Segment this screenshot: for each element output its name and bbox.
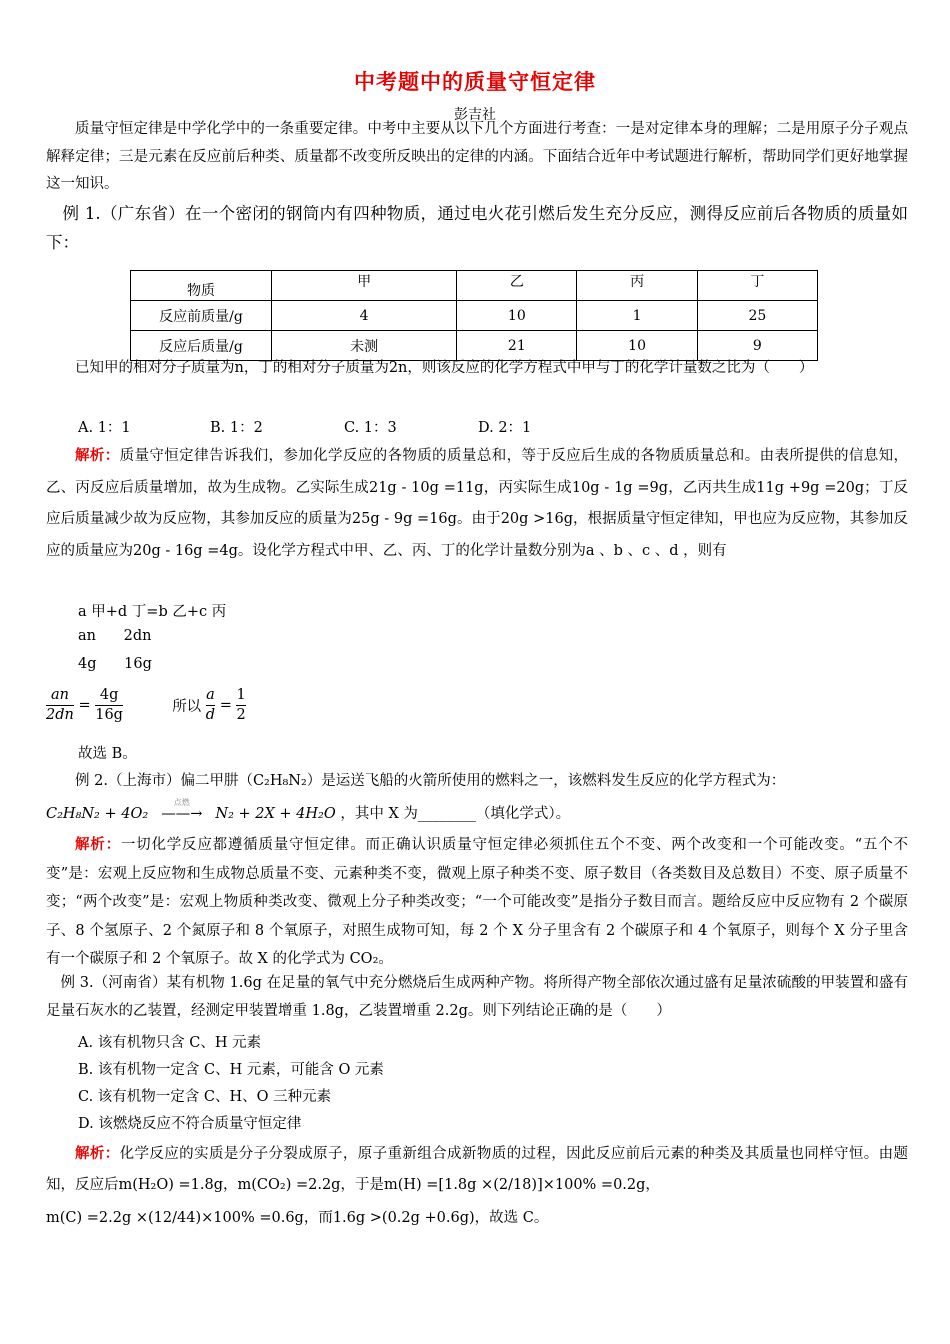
table-cell: 9 (697, 331, 817, 361)
intro-paragraph: 质量守恒定律是中学化学中的一条重要定律。中考中主要从以下几个方面进行考查：一是对定律本身的理解；二是用原子分子观点解释定律；三是元素在反应前后种类、质量都不改变所反映出的定律的内涵。下面结合近年中考试题进行解析，帮助同学们更好地掌握这一知识。 (46, 121, 908, 192)
example-1-stem: 例 1.（广东省）在一个密闭的钢筒内有四种物质，通过电火花引燃后发生充分反应，测得反应前后各物质的质量如下： (46, 204, 908, 252)
example-1-analysis (46, 440, 908, 567)
example-3-stem: 例 3.（河南省）某有机物 1.6g 在足量的氧气中充分燃烧后生成两种产物。将所得产物全部依次通过盛有足量浓硫酸的甲装置和盛有足量石灰水的乙装置，经测定甲装置增重 1.8g，乙装置增重 2.2g。则下列结论正确的是（ ） (46, 975, 908, 1019)
equation-value-line: 4g 16g (78, 656, 152, 672)
table-cell: 未测 (272, 331, 457, 361)
analysis-text: 一切化学反应都遵循质量守恒定律。而正确认识质量守恒定律必须抓住五个不变、两个改变和一个可能改变。“五个不变”是：宏观上反应物和生成物总质量不变、元素种类不变，微观上原子种类不变、原子数目（各类数目及总数目）不变、原子质量不变；“两个改变”是：宏观上物质种类改变、微观上分子种类改变；“一个可能改变”是指分子数目而言。题给反应中反应物有 2 个碳原子、8 个氢原子、2 个氮原子和 8 个氧原子，对照生成物可知，每 2 个 X 分子里含有 2 个碳原子和 4 个氧原子，则每个 X 分子里含有一个碳原子和 2 个氧原子。故 X 的化学式为 CO₂。 (46, 837, 908, 967)
equation-line: a 甲+d 丁=b 乙+c 丙 (78, 604, 227, 620)
fraction: $\frac{an}{2dn}$ (46, 687, 74, 723)
table-cell: 反应后质量/g (131, 331, 272, 361)
table-row (131, 301, 818, 331)
table-cell: 21 (457, 331, 577, 361)
author: 彭吉社 (454, 107, 496, 123)
page-title: 中考题中的质量守恒定律 (354, 70, 596, 94)
mass-table (130, 270, 818, 361)
table-header-cell: 甲 (272, 271, 457, 301)
option-c: C. 1：3 (344, 420, 397, 436)
table-cell: 25 (697, 301, 817, 331)
analysis-text: 化学反应的实质是分子分裂成原子，原子重新组合成新物质的过程，因此反应前后元素的种类及其质量也同样守恒。由题知，反应后m(H₂O) =1.8g，m(CO₂) =2.2g，于是m(H) =[1.8g ×(2/18)]×100% =0.2g， (46, 1146, 909, 1193)
table-header-row (131, 271, 818, 301)
example-3-analysis (46, 1138, 908, 1201)
analysis-label: 解析： (75, 1145, 120, 1162)
table-cell: 10 (577, 331, 697, 361)
table-header-cell: 物质 (131, 271, 272, 301)
example-1-conclusion: 故选 B。 (78, 746, 137, 762)
table-cell: 反应前质量/g (131, 301, 272, 331)
table-header-cell: 丁 (697, 271, 817, 301)
chemical-equation: C₂H₈N₂ + 4O₂ 点燃 ——→ N₂ + 2X + 4H₂O ，其中 X 为________（填化学式）。 (46, 798, 571, 822)
option-c: C. 该有机物一定含 C、H、O 三种元素 (78, 1089, 332, 1105)
table-cell: 4 (272, 301, 457, 331)
analysis-label: 解析： (75, 447, 120, 464)
fraction: $\frac{a}{d}$ (205, 687, 216, 723)
option-b: B. 1：2 (210, 420, 263, 436)
option-a: A. 1：1 (78, 420, 131, 436)
example-3-analysis-end: m(C) =2.2g ×(12/44)×100% =0.6g，而1.6g >(0.2g +0.6g)，故选 C。 (46, 1210, 549, 1226)
option-d: D. 该燃烧反应不符合质量守恒定律 (78, 1116, 302, 1132)
so-label: 所以 (172, 699, 202, 715)
table-cell: 10 (457, 301, 577, 331)
ratio-equation: $\frac{an}{2dn}$ = $\frac{4g}{16g}$ 所以 $\frac{a}{d}$ = $\frac{1}{2}$ (46, 687, 246, 723)
analysis-label: 解析： (75, 836, 121, 853)
example-2-analysis (46, 831, 908, 974)
reaction-arrow: 点燃 ——→ (161, 798, 203, 822)
table-cell: 1 (577, 301, 697, 331)
example-2-stem: 例 2.（上海市）偏二甲肼（C₂H₈N₂）是运送飞船的火箭所使用的燃料之一，该燃料发生反应的化学方程式为： (75, 773, 786, 789)
table-header-cell: 丙 (577, 271, 697, 301)
fraction: $\frac{4g}{16g}$ (95, 687, 123, 723)
option-a: A. 该有机物只含 C、H 元素 (78, 1035, 262, 1051)
table-header-cell: 乙 (457, 271, 577, 301)
equation-mass-line: an 2dn (78, 628, 152, 644)
analysis-text: 质量守恒定律告诉我们，参加化学反应的各物质的质量总和，等于反应后生成的各物质质量总和。由表所提供的信息知，乙、丙反应后质量增加，故为生成物。乙实际生成21g - 10g =11g，丙实际生成10g - 1g =9g，乙丙共生成11g +9g =20g；丁反应后质量减少故为反应物，其参加反应的质量为25g - 9g =16g。由于20g >16g，根据质量守恒定律知，甲也应为反应物，其参加反应的质量应为20g - 16g =4g。设化学方程式中甲、乙、丙、丁的化学计量数分别为a 、b 、c 、d ，则有 (46, 448, 909, 559)
fraction: $\frac{1}{2}$ (236, 687, 246, 723)
option-b: B. 该有机物一定含 C、H 元素，可能含 O 元素 (78, 1062, 384, 1078)
example-1-question: 已知甲的相对分子质量为n，丁的相对分子质量为2n，则该反应的化学方程式中甲与丁的化学计量数之比为（ ） (75, 360, 814, 376)
option-d: D. 2：1 (478, 420, 532, 436)
